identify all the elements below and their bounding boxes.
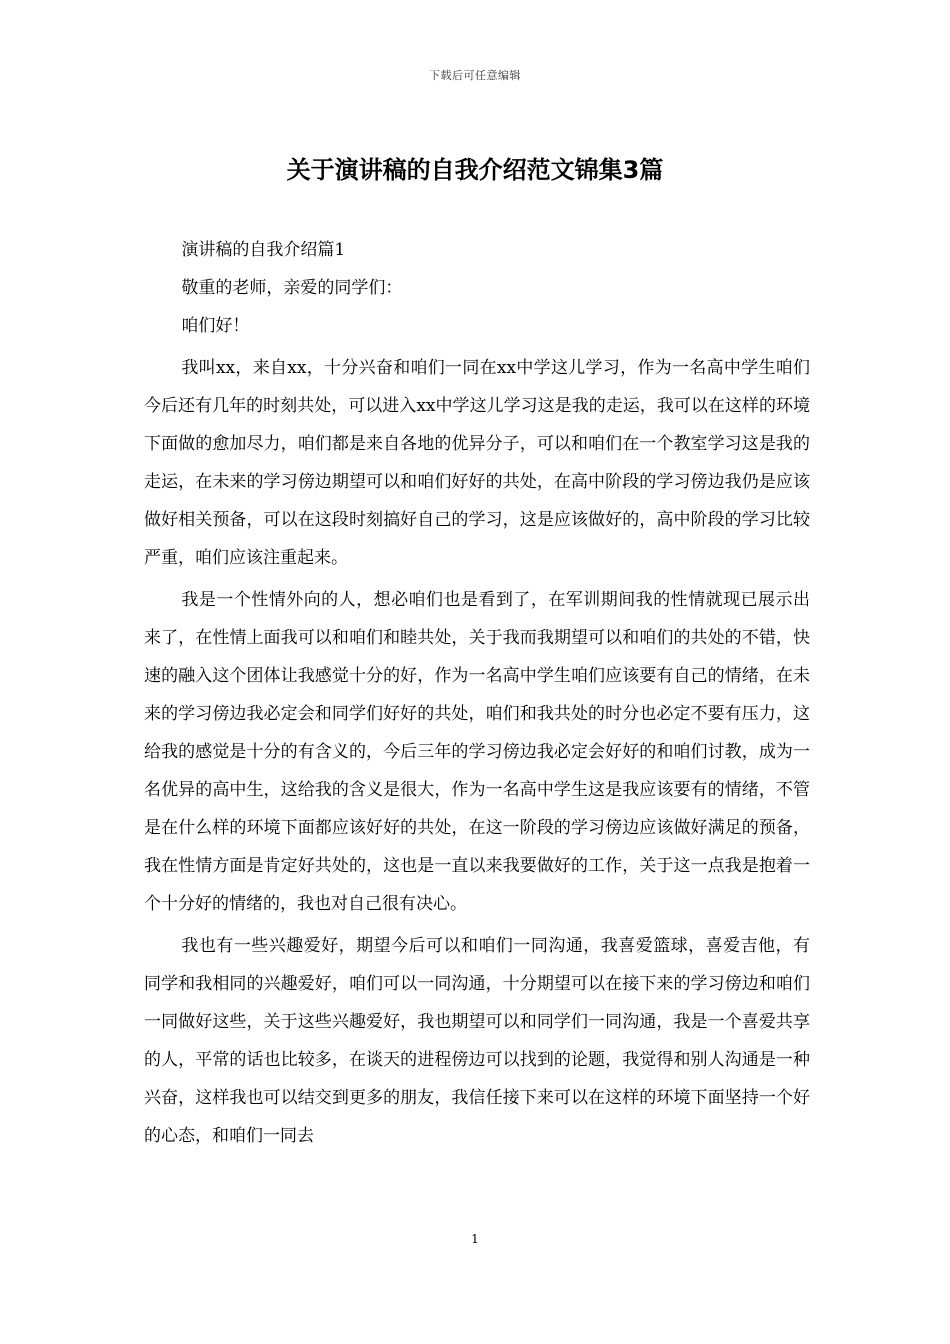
- body-paragraph: 我叫xx，来自xx，十分兴奋和咱们一同在xx中学这儿学习，作为一名高中学生咱们今后还有几年的时刻共处，可以进入xx中学这儿学习这是我的走运，我可以在这样的环境下面做的愈加尽力，咱们都是来自各地的优异分子，可以和咱们在一个教室学习这是我的走运，在未来的学习傍边期望可以和咱们好好的共处，在高中阶段的学习傍边我仍是应该做好相关预备，可以在这段时刻搞好自己的学习，这是应该做好的，高中阶段的学习比较严重，咱们应该注重起来。: [144, 358, 810, 568]
- section-heading: 演讲稿的自我介绍篇1: [181, 240, 346, 260]
- body-paragraph: 我也有一些兴趣爱好，期望今后可以和咱们一同沟通，我喜爱篮球，喜爱吉他，有同学和我相同的兴趣爱好，咱们可以一同沟通，十分期望可以在接下来的学习傍边和咱们一同做好这些，关于这些兴趣爱好，我也期望可以和同学们一同沟通，我是一个喜爱共享的人，平常的话也比较多，在谈天的进程傍边可以找到的论题，我觉得和别人沟通是一种兴奋，这样我也可以结交到更多的朋友，我信任接下来可以在这样的环境下面坚持一个好的心态，和咱们一同去: [144, 936, 810, 1146]
- page-number: 1: [471, 1232, 479, 1246]
- header-note: 下载后可任意编辑: [429, 69, 521, 82]
- salutation: 敬重的老师，亲爱的同学们：: [181, 278, 403, 298]
- document-title: 关于演讲稿的自我介绍范文锦集3篇: [286, 156, 664, 184]
- document-body: [144, 231, 810, 1155]
- greeting: 咱们好！: [181, 316, 250, 336]
- body-paragraph: 我是一个性情外向的人，想必咱们也是看到了，在军训期间我的性情就现已展示出来了，在性情上面我可以和咱们和睦共处，关于我而我期望可以和咱们的共处的不错，快速的融入这个团体让我感觉十分的好，作为一名高中学生咱们应该要有自己的情绪，在未来的学习傍边我必定会和同学们好好的共处，咱们和我共处的时分也必定不要有压力，这给我的感觉是十分的有含义的，今后三年的学习傍边我必定会好好的和咱们讨教，成为一名优异的高中生，这给我的含义是很大，作为一名高中学生这是我应该要有的情绪，不管是在什么样的环境下面都应该好好的共处，在这一阶段的学习傍边应该做好满足的预备，我在性情方面是肯定好共处的，这也是一直以来我要做好的工作，关于这一点我是抱着一个十分好的情绪的，我也对自己很有决心。: [144, 590, 810, 914]
